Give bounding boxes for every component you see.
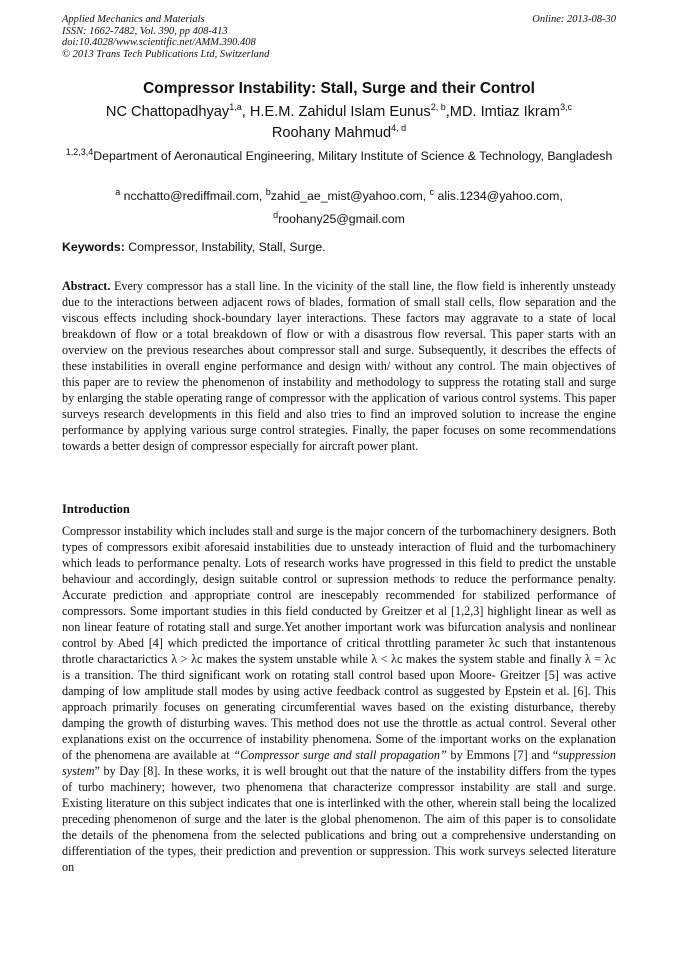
- author-name: H.E.M. Zahidul Islam Eunus: [249, 104, 431, 120]
- email-address[interactable]: roohany25@gmail.com: [278, 212, 405, 226]
- email-mark: c: [429, 186, 435, 197]
- paper-title: Compressor Instability: Stall, Surge and their Control: [143, 80, 535, 97]
- author-affil-mark: 3,c: [560, 102, 573, 113]
- author-name: Roohany Mahmud: [271, 125, 392, 141]
- issn: ISSN: 1662-7482, Vol. 390, pp 408-413: [62, 25, 228, 37]
- keywords-text: Compressor, Instability, Stall, Surge.: [128, 240, 326, 254]
- online-date: Online: 2013-08-30: [532, 14, 616, 25]
- author-affil-mark: 4, d: [391, 123, 407, 134]
- email-mark: b: [265, 186, 271, 197]
- intro-citation-title: “Compressor surge and stall propagation”: [233, 748, 447, 762]
- email-address[interactable]: zahid_ae_mist@yahoo.com,: [270, 189, 427, 203]
- author-list: NC Chattopadhyay$^{1,a}$, H.E.M. Zahidul Islam Eunus$^{2, b}$,MD. Imtiaz Ikram$^{3,c}$ Roohany Mahmud$^{4, d}$: [105, 102, 573, 141]
- keywords: [62, 240, 616, 254]
- journal-info: [62, 14, 269, 60]
- keywords-label: Keywords:: [62, 240, 125, 254]
- journal-name: Applied Mechanics and Materials: [62, 14, 205, 25]
- intro-text: ” by Day [8]. In these works, it is well brought out that the nature of the instability differs from the types of turbo machinery; however, two phenomena that characterize compressor instability are stall and surge. Existing literature on this subject indicates that one is interlinked with the other, wherein stall being the localized preceding phenomenon of surge and the later is the global phenomenon. The aim of this paper is to consolidate the details of the phenomena from the selected publications and bring out a comprehensive understanding on differentiation of the types, their prediction and prevention or suppression. This work surveys selected literature on: [62, 764, 616, 874]
- author-affil-mark: 2, b: [430, 102, 446, 113]
- affiliation-mark: 1,2,3,4: [65, 146, 94, 157]
- author-name: NC Chattopadhyay: [105, 104, 230, 120]
- abstract-text: Every compressor has a stall line. In the vicinity of the stall line, the flow field is inherently unsteady due to the interactions between adjacent rows of blades, formation of small stall cells, flow separation and the viscous effects including shock-boundary layer interactions. These factors may aggravate to a state of local breakdown of flow or a total breakdown of flow or with a disastrous flow reversal. This paper starts with an overview on the previous researches about compressor stall and surge. Subsequently, it describes the effects of these instabilities in overall engine performance and design with/ without any control. The main objectives of this paper are to review the phenomenon of instability and methodology to suppress the rotating stall and surge by enlarging the stable operating range of compressor with the application of various control systems. This paper surveys research developments in this field and also tries to find an improved solution to increase the engine performance by applying various surge control strategies. Finally, the paper focuses on some recommendations towards a better design of compressor especially for aircraft power plant.: [62, 279, 616, 453]
- doi: doi:10.4028/www.scientific.net/AMM.390.408: [62, 37, 256, 48]
- abstract: [62, 278, 616, 454]
- intro-text: Compressor instability which includes stall and surge is the major concern of the turbomachinery designers. Both types of compressors exibit aforesaid instabilities due to unsteady interaction of fluid and the turbomachinery which leads to performance penalty. Lots of research works have progressed in this field to predict the unstable behaviour and accordingly, design suitable control or supression methods to reduce the performance penalty. Accurate prediction and appropriate control are inescepably recommended for stabilized performance of compressors. Some important studies in this field conducted by Greitzer et al [1,2,3] highlight linear as well as non linear feature of rotating stall and surge.Yet another important work was bifurcation analysis and nonlinear control by Abed [4] which predicted the importance of critical throttling parameter λc such that instantenous throtle charactarictics λ > λc makes the system unstable while λ < λc makes the system stable and finally λ = λc is a transition. The third significant work on rotating stall control based upon Moore- Greitzer [5] was active damping of low amplitude stall modes by using active feedback control as suggested by Epstein et al. [6]. This approach primarily focuses on generating circumferential waves based on the existing disturbance, thereby damping the growth of disturbing waves. This method does not use the throttle as actual control. Several other explanations exist on the occurrence of instability phenomena. Some of the important works on the explanation of the phenomena are available at: [62, 524, 616, 762]
- author-name: MD. Imtiaz Ikram: [449, 104, 561, 120]
- intro-text: by Emmons [7] and “: [446, 748, 559, 762]
- copyright: © 2013 Trans Tech Publications Ltd, Switzerland: [62, 48, 270, 60]
- email-list: [62, 185, 616, 231]
- abstract-label: Abstract.: [62, 279, 111, 293]
- email-address[interactable]: ncchatto@rediffmail.com,: [123, 189, 263, 203]
- affiliation-text: Department of Aeronautical Engineering, Military Institute of Science & Technology, Bangladesh: [93, 149, 613, 163]
- email-mark: d: [273, 209, 279, 220]
- email-address[interactable]: alis.1234@yahoo.com,: [437, 189, 563, 203]
- affiliation: [62, 148, 616, 164]
- introduction-body: [62, 523, 616, 943]
- email-mark: a: [115, 186, 121, 197]
- section-heading: Introduction: [62, 502, 130, 516]
- intro-citation-title: suppression system: [62, 748, 616, 778]
- author-affil-mark: 1,a: [229, 102, 242, 113]
